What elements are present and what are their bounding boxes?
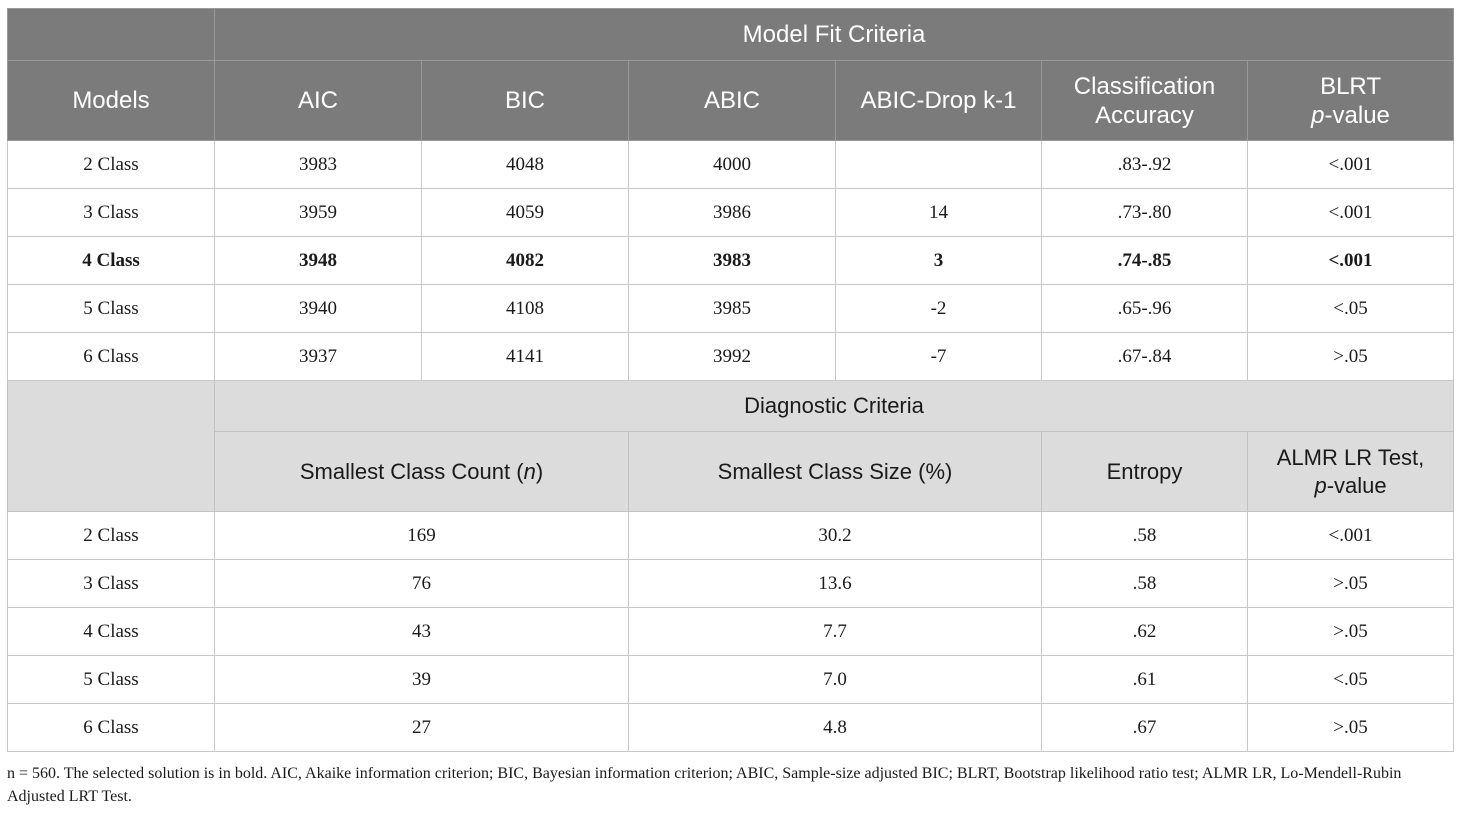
fit-accuracy-cell: .73-.80 [1042, 189, 1248, 237]
almr-header-value: -value [1326, 472, 1387, 498]
blrt-header-p: p [1311, 101, 1325, 129]
fit-group-title: Model Fit Criteria [215, 9, 1454, 61]
diag-count-cell: 27 [215, 704, 629, 752]
fit-accuracy-cell: .83-.92 [1042, 141, 1248, 189]
almr-header-p: p [1314, 472, 1327, 498]
diag-almr-cell: >.05 [1248, 704, 1454, 752]
fit-group-header-row [8, 9, 1454, 61]
diag-row [8, 704, 1454, 752]
diag-row [8, 656, 1454, 704]
smallest-count-n: n [523, 458, 536, 484]
fit-accuracy-cell: .67-.84 [1042, 333, 1248, 381]
fit-drop-cell: -7 [836, 333, 1042, 381]
diag-column-header-row [8, 432, 1454, 512]
diag-size-cell: 13.6 [629, 560, 1042, 608]
diag-size-cell: 7.0 [629, 656, 1042, 704]
diag-row [8, 560, 1454, 608]
blrt-header-value: -value [1324, 101, 1390, 129]
diag-almr-cell: >.05 [1248, 560, 1454, 608]
fit-model-cell: 4 Class [8, 237, 215, 285]
fit-abic-cell: 3992 [629, 333, 836, 381]
fit-abic-cell: 3985 [629, 285, 836, 333]
fit-bic-cell: 4059 [422, 189, 629, 237]
bic-header: BIC [422, 61, 629, 141]
fit-aic-cell: 3940 [215, 285, 422, 333]
entropy-header: Entropy [1042, 432, 1248, 512]
fit-drop-cell [836, 141, 1042, 189]
blank-header-cell [8, 9, 215, 61]
diag-count-cell: 169 [215, 512, 629, 560]
fit-aic-cell: 3983 [215, 141, 422, 189]
diag-row [8, 608, 1454, 656]
fit-drop-cell: -2 [836, 285, 1042, 333]
diag-entropy-cell: .67 [1042, 704, 1248, 752]
almr-header-line1: ALMR LR Test, [1276, 444, 1425, 470]
blrt-header [1248, 61, 1454, 141]
model-fit-table [7, 8, 1454, 752]
fit-abic-cell: 3986 [629, 189, 836, 237]
fit-accuracy-cell: .74-.85 [1042, 237, 1248, 285]
diag-model-cell: 5 Class [8, 656, 215, 704]
fit-blrt-cell: <.001 [1248, 237, 1454, 285]
diag-model-cell: 3 Class [8, 560, 215, 608]
table-footnote: n = 560. The selected solution is in bold. AIC, Akaike information criterion; BIC, Bayesian information criterion; ABIC, Sample-size adjusted BIC; BLRT, Bootstrap likelihood ratio test; ALMR LR, Lo-Mendell-Rubin Adjusted LRT Test. [7, 765, 1402, 805]
fit-blrt-cell: <.001 [1248, 141, 1454, 189]
diag-size-cell: 4.8 [629, 704, 1042, 752]
diag-count-cell: 43 [215, 608, 629, 656]
diag-entropy-cell: .58 [1042, 560, 1248, 608]
fit-blrt-cell: >.05 [1248, 333, 1454, 381]
smallest-count-header [215, 432, 629, 512]
fit-abic-cell: 3983 [629, 237, 836, 285]
models-header: Models [8, 61, 215, 141]
fit-row [8, 189, 1454, 237]
classification-accuracy-header [1042, 61, 1248, 141]
classification-accuracy-line2: Accuracy [1095, 101, 1194, 129]
diag-entropy-cell: .58 [1042, 512, 1248, 560]
aic-header: AIC [215, 61, 422, 141]
diag-group-header-row [8, 381, 1454, 432]
fit-model-cell: 6 Class [8, 333, 215, 381]
diag-count-cell: 39 [215, 656, 629, 704]
fit-drop-cell: 14 [836, 189, 1042, 237]
fit-aic-cell: 3959 [215, 189, 422, 237]
fit-bic-cell: 4082 [422, 237, 629, 285]
diag-count-cell: 76 [215, 560, 629, 608]
fit-model-cell: 2 Class [8, 141, 215, 189]
fit-abic-cell: 4000 [629, 141, 836, 189]
blank-diag-header-cell [8, 381, 215, 512]
fit-row-selected [8, 237, 1454, 285]
diag-size-cell: 30.2 [629, 512, 1042, 560]
fit-blrt-cell: <.05 [1248, 285, 1454, 333]
fit-aic-cell: 3937 [215, 333, 422, 381]
fit-bic-cell: 4048 [422, 141, 629, 189]
diag-entropy-cell: .62 [1042, 608, 1248, 656]
diag-size-cell: 7.7 [629, 608, 1042, 656]
diag-almr-cell: <.05 [1248, 656, 1454, 704]
fit-blrt-cell: <.001 [1248, 189, 1454, 237]
diag-row [8, 512, 1454, 560]
fit-bic-cell: 4141 [422, 333, 629, 381]
diag-almr-cell: >.05 [1248, 608, 1454, 656]
fit-row [8, 333, 1454, 381]
diag-group-title: Diagnostic Criteria [215, 381, 1454, 432]
abic-drop-header: ABIC-Drop k-1 [836, 61, 1042, 141]
almr-header [1248, 432, 1454, 512]
classification-accuracy-line1: Classification [1073, 72, 1216, 100]
diag-model-cell: 6 Class [8, 704, 215, 752]
diag-model-cell: 2 Class [8, 512, 215, 560]
blrt-header-line1: BLRT [1320, 72, 1381, 100]
abic-header: ABIC [629, 61, 836, 141]
fit-model-cell: 3 Class [8, 189, 215, 237]
fit-row [8, 141, 1454, 189]
fit-bic-cell: 4108 [422, 285, 629, 333]
fit-column-header-row [8, 61, 1454, 141]
model-fit-table-container [7, 8, 1453, 752]
fit-row [8, 285, 1454, 333]
diag-entropy-cell: .61 [1042, 656, 1248, 704]
fit-aic-cell: 3948 [215, 237, 422, 285]
smallest-count-label: Smallest Class Count ( [299, 458, 524, 484]
smallest-count-close: ) [535, 458, 544, 484]
diag-model-cell: 4 Class [8, 608, 215, 656]
fit-accuracy-cell: .65-.96 [1042, 285, 1248, 333]
fit-model-cell: 5 Class [8, 285, 215, 333]
diag-almr-cell: <.001 [1248, 512, 1454, 560]
fit-drop-cell: 3 [836, 237, 1042, 285]
smallest-size-header: Smallest Class Size (%) [629, 432, 1042, 512]
